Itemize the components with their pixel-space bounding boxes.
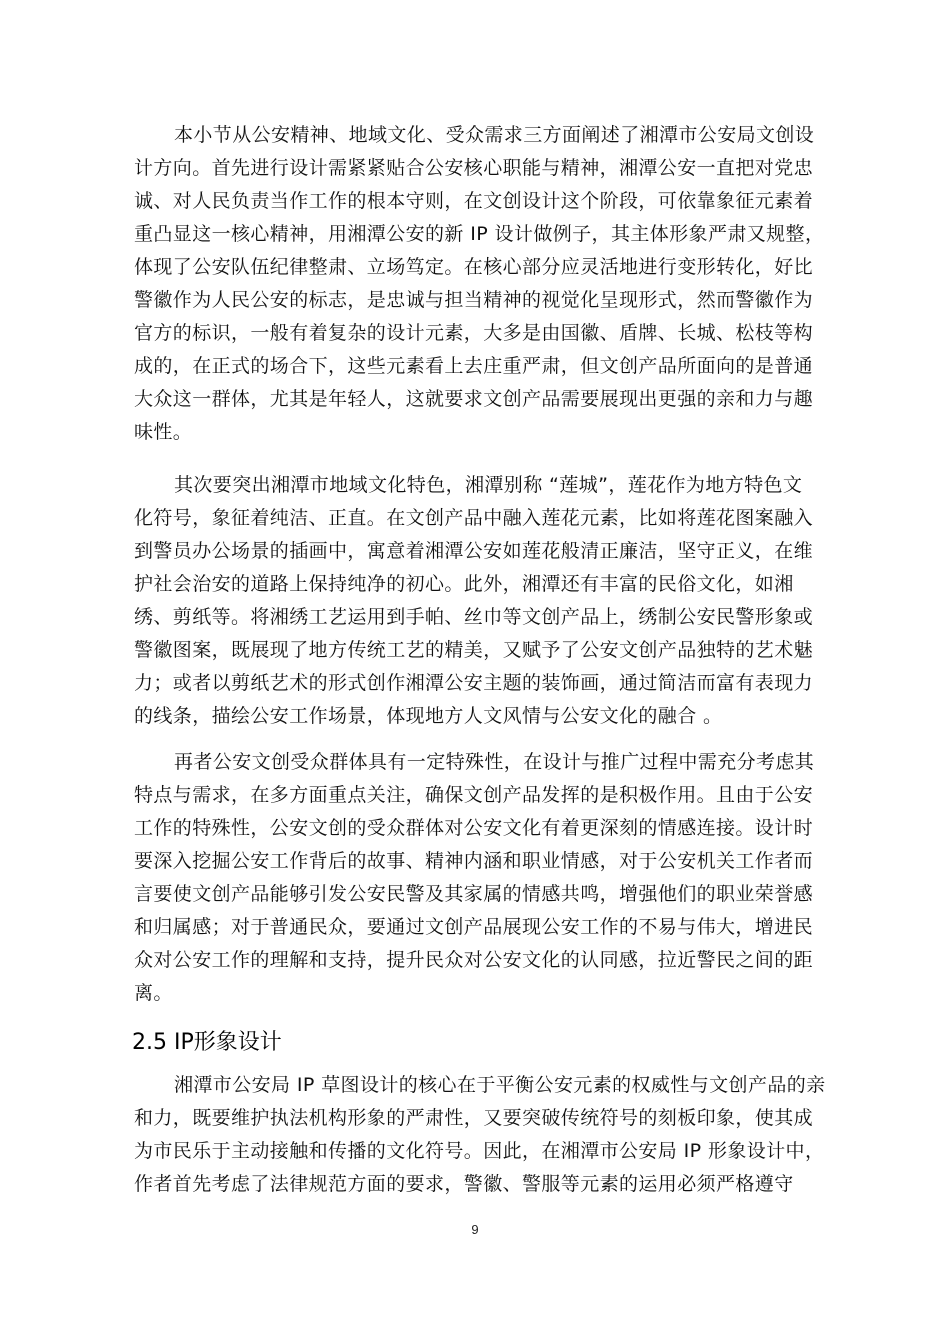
paragraph-line: 为市民乐于主动接触和传播的文化符号。因此，在湘潭市公安局 IP 形象设计中，	[134, 1140, 825, 1162]
paragraph-line: 特点与需求，在多方面重点关注，确保文创产品发挥的是积极作用。且由于公安	[134, 784, 814, 806]
paragraph-line: 其次要突出湘潭市地域文化特色，湘潭别称 “莲城”，莲花作为地方特色文	[174, 474, 803, 496]
paragraph-line: 警徽图案，既展现了地方传统工艺的精美，又赋予了公安文创产品独特的艺术魅	[134, 639, 814, 661]
paragraph-line: 的线条，描绘公安工作场景，体现地方人文风情与公安文化的融合 。	[134, 705, 723, 727]
paragraph-line: 再者公安文创受众群体具有一定特殊性，在设计与推广过程中需充分考虑其	[174, 751, 815, 773]
paragraph-line: 绣、剪纸等。将湘绣工艺运用到手帕、丝巾等文创产品上，绣制公安民警形象或	[134, 606, 814, 628]
paragraph-line: 到警员办公场景的插画中，寓意着湘潭公安如莲花般清正廉洁，坚守正义，在维	[134, 540, 814, 562]
paragraph-line: 官方的标识，一般有着复杂的设计元素，大多是由国徽、盾牌、长城、松枝等构	[134, 322, 814, 344]
paragraph-line: 工作的特殊性，公安文创的受众群体对公安文化有着更深刻的情感连接。设计时	[134, 817, 814, 839]
paragraph-line: 成的，在正式的场合下，这些元素看上去庄重严肃，但文创产品所面向的是普通	[134, 355, 814, 377]
section-heading: 2.5 IP形象设计	[132, 1030, 282, 1055]
paragraph-line: 离。	[134, 982, 173, 1004]
paragraph-line: 言要使文创产品能够引发公安民警及其家属的情感共鸣，增强他们的职业荣誉感	[134, 883, 814, 905]
paragraph-line: 要深入挖掘公安工作背后的故事、精神内涵和职业情感，对于公安机关工作者而	[134, 850, 814, 872]
paragraph-line: 计方向。首先进行设计需紧紧贴合公安核心职能与精神，湘潭公安一直把对党忠	[134, 157, 814, 179]
paragraph-line: 和力，既要维护执法机构形象的严肃性，又要突破传统符号的刻板印象，使其成	[134, 1107, 814, 1129]
paragraph-line: 警徽作为人民公安的标志，是忠诚与担当精神的视觉化呈现形式，然而警徽作为	[134, 289, 814, 311]
paragraph-line: 护社会治安的道路上保持纯净的初心。此外，湘潭还有丰富的民俗文化，如湘	[134, 573, 794, 595]
paragraph-line: 作者首先考虑了法律规范方面的要求，警徽、警服等元素的运用必须严格遵守	[134, 1173, 794, 1195]
paragraph-line: 化符号，象征着纯洁、正直。在文创产品中融入莲花元素，比如将莲花图案融入	[134, 507, 814, 529]
paragraph-line: 和归属感；对于普通民众，要通过文创产品展现公安工作的不易与伟大，增进民	[134, 916, 814, 938]
paragraph-line: 大众这一群体，尤其是年轻人，这就要求文创产品需要展现出更强的亲和力与趣	[134, 388, 814, 410]
page-number: 9	[471, 1222, 479, 1237]
paragraph-line: 重凸显这一核心精神，用湘潭公安的新 IP 设计做例子，其主体形象严肃又规整，	[134, 223, 825, 245]
paragraph-line: 体现了公安队伍纪律整肃、立场笃定。在核心部分应灵活地进行变形转化，好比	[134, 256, 814, 278]
paragraph-line: 本小节从公安精神、地域文化、受众需求三方面阐述了湘潭市公安局文创设	[174, 124, 815, 146]
paragraph-line: 味性。	[134, 421, 193, 443]
paragraph-line: 诚、对人民负责当作工作的根本守则，在文创设计这个阶段，可依靠象征元素着	[134, 190, 814, 212]
paragraph-line: 湘潭市公安局 IP 草图设计的核心在于平衡公安元素的权威性与文创产品的亲	[174, 1074, 826, 1096]
paragraph-line: 众对公安工作的理解和支持，提升民众对公安文化的认同感，拉近警民之间的距	[134, 949, 814, 971]
paragraph-line: 力；或者以剪纸艺术的形式创作湘潭公安主题的装饰画，通过简洁而富有表现力	[134, 672, 814, 694]
